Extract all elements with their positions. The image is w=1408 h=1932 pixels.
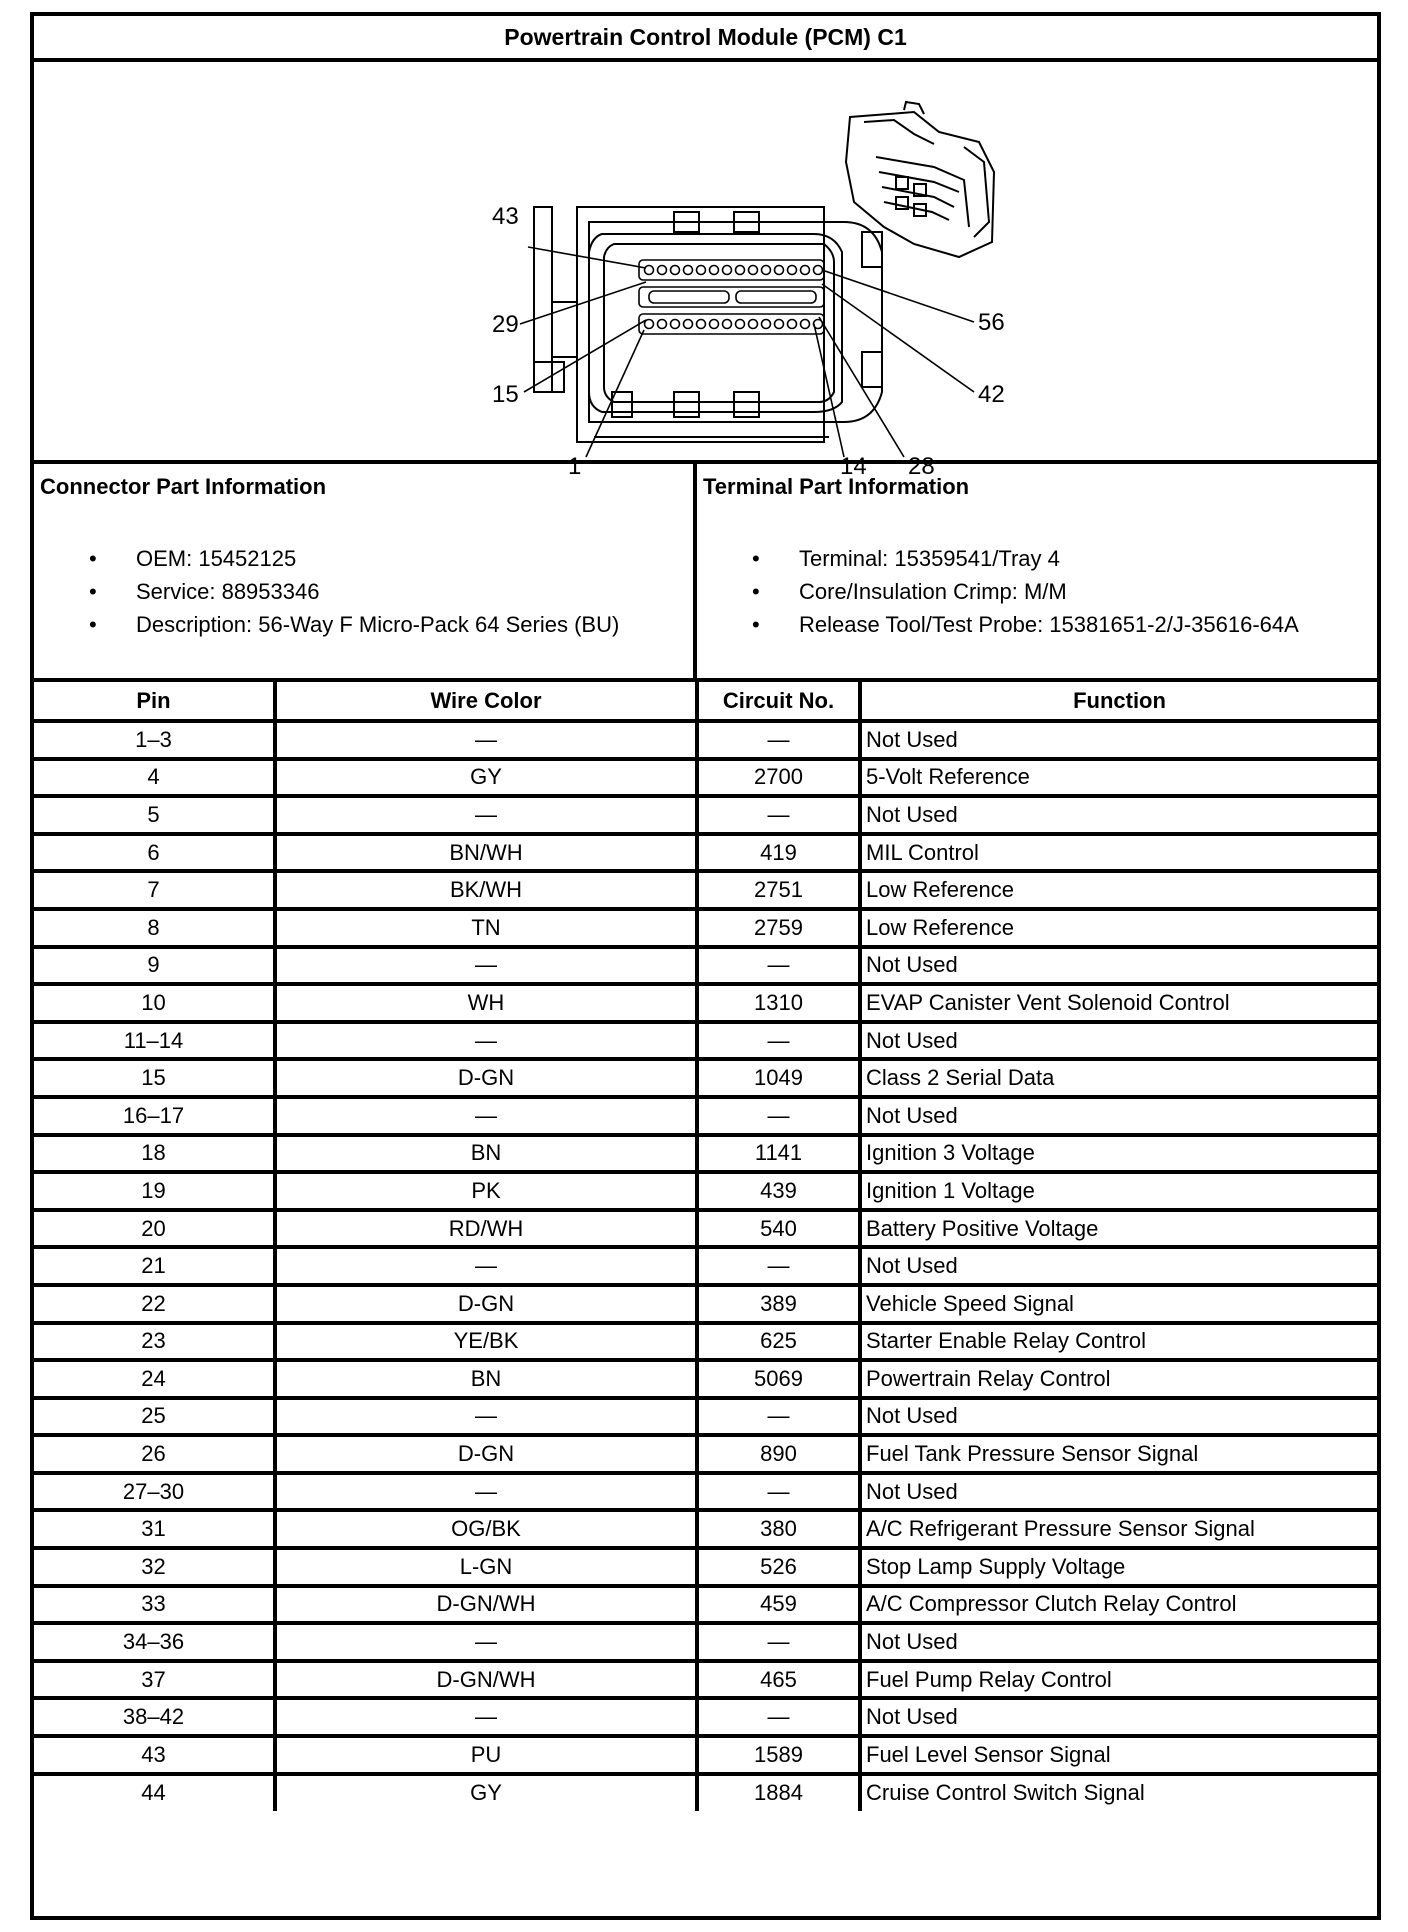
table-row (34, 721, 1377, 759)
wire-color-cell: PK (275, 1172, 697, 1210)
function-cell: Fuel Level Sensor Signal (860, 1736, 1377, 1774)
circuit-cell: 625 (697, 1323, 860, 1361)
pin-cell: 22 (34, 1285, 275, 1323)
function-cell: Not Used (860, 1398, 1377, 1436)
circuit-cell: — (697, 1247, 860, 1285)
terminal-part-info-heading: Terminal Part Information (703, 474, 970, 499)
pin-label-15: 15 (492, 381, 519, 408)
wire-color-cell: D-GN (275, 1059, 697, 1097)
circuit-cell: 1141 (697, 1135, 860, 1173)
wire-color-cell: PU (275, 1736, 697, 1774)
pin-label-14: 14 (840, 453, 867, 480)
function-cell: MIL Control (860, 834, 1377, 872)
connector-part-item (34, 575, 619, 608)
connector-face (534, 207, 882, 442)
table-row (34, 1360, 1377, 1398)
table-row (34, 1059, 1377, 1097)
connector-part-list (34, 542, 619, 641)
pin-cell: 23 (34, 1323, 275, 1361)
circuit-cell: 5069 (697, 1360, 860, 1398)
pin-cell: 16–17 (34, 1097, 275, 1135)
column-header-wire-color: Wire Color (275, 682, 697, 721)
table-row (34, 796, 1377, 834)
pin-cell: 11–14 (34, 1022, 275, 1060)
table-row (34, 1623, 1377, 1661)
pin-cell: 9 (34, 947, 275, 985)
table-row (34, 871, 1377, 909)
pin-label-1: 1 (568, 453, 582, 480)
circuit-cell: — (697, 1698, 860, 1736)
terminal-part-info (697, 464, 1377, 678)
connector-diagram (34, 62, 1377, 480)
terminal-part-item (697, 542, 1299, 575)
circuit-cell: 1049 (697, 1059, 860, 1097)
pin-table-header (34, 682, 1377, 721)
connector-part-info-heading: Connector Part Information (40, 474, 327, 499)
connector-iso-view (846, 102, 994, 257)
part-info-section (34, 464, 1377, 682)
pin-cell: 26 (34, 1435, 275, 1473)
terminal-part-number: Terminal: 15359541/Tray 4 (799, 546, 1060, 571)
function-cell: Vehicle Speed Signal (860, 1285, 1377, 1323)
circuit-cell: — (697, 1473, 860, 1511)
bullet-icon: • (752, 546, 760, 571)
terminal-part-item (697, 608, 1299, 641)
circuit-cell: 2751 (697, 871, 860, 909)
table-row (34, 947, 1377, 985)
wire-color-cell: — (275, 1623, 697, 1661)
connector-part-description: Description: 56-Way F Micro-Pack 64 Series (BU) (136, 612, 620, 637)
function-cell: Not Used (860, 1698, 1377, 1736)
pin-cell: 19 (34, 1172, 275, 1210)
pin-cell: 8 (34, 909, 275, 947)
bullet-icon: • (752, 579, 760, 604)
connector-part-oem: OEM: 15452125 (136, 546, 297, 571)
function-cell: Ignition 1 Voltage (860, 1172, 1377, 1210)
pin-cell: 25 (34, 1398, 275, 1436)
table-row (34, 834, 1377, 872)
table-row (34, 1510, 1377, 1548)
function-cell: Battery Positive Voltage (860, 1210, 1377, 1248)
wire-color-cell: — (275, 1097, 697, 1135)
table-row (34, 1736, 1377, 1774)
function-cell: 5-Volt Reference (860, 759, 1377, 797)
wire-color-cell: — (275, 947, 697, 985)
bullet-icon: • (752, 612, 760, 637)
table-row (34, 1135, 1377, 1173)
table-row (34, 759, 1377, 797)
connector-document (30, 12, 1381, 1920)
pin-cell: 18 (34, 1135, 275, 1173)
circuit-cell: 540 (697, 1210, 860, 1248)
pin-cell: 10 (34, 984, 275, 1022)
circuit-cell: 2759 (697, 909, 860, 947)
circuit-cell: — (697, 947, 860, 985)
pin-label-43: 43 (492, 203, 519, 230)
pin-label-29: 29 (492, 311, 519, 338)
function-cell: EVAP Canister Vent Solenoid Control (860, 984, 1377, 1022)
table-row (34, 1323, 1377, 1361)
pin-cell: 7 (34, 871, 275, 909)
function-cell: Fuel Tank Pressure Sensor Signal (860, 1435, 1377, 1473)
connector-figure (34, 62, 1377, 480)
pin-cell: 44 (34, 1774, 275, 1812)
circuit-cell: — (697, 1097, 860, 1135)
bullet-icon: • (89, 612, 97, 637)
bullet-icon: • (89, 579, 97, 604)
wire-color-cell: D-GN (275, 1285, 697, 1323)
table-row (34, 1774, 1377, 1812)
function-cell: Not Used (860, 1022, 1377, 1060)
table-row (34, 984, 1377, 1022)
wire-color-cell: RD/WH (275, 1210, 697, 1248)
wire-color-cell: D-GN/WH (275, 1661, 697, 1699)
wire-color-cell: TN (275, 909, 697, 947)
pin-cell: 6 (34, 834, 275, 872)
connector-part-info (34, 464, 697, 678)
connector-part-service: Service: 88953346 (136, 579, 320, 604)
pin-cell: 15 (34, 1059, 275, 1097)
wire-color-cell: BN/WH (275, 834, 697, 872)
wire-color-cell: D-GN (275, 1435, 697, 1473)
terminal-crimp: Core/Insulation Crimp: M/M (799, 579, 1067, 604)
function-cell: Stop Lamp Supply Voltage (860, 1548, 1377, 1586)
pin-label-56: 56 (978, 309, 1005, 336)
terminal-part-item (697, 575, 1299, 608)
bullet-icon: • (89, 546, 97, 571)
table-row (34, 1473, 1377, 1511)
wire-color-cell: OG/BK (275, 1510, 697, 1548)
function-cell: Starter Enable Relay Control (860, 1323, 1377, 1361)
circuit-cell: 526 (697, 1548, 860, 1586)
wire-color-cell: BK/WH (275, 871, 697, 909)
table-row (34, 909, 1377, 947)
connector-part-item (34, 608, 619, 641)
pin-cell: 21 (34, 1247, 275, 1285)
pin-cell: 5 (34, 796, 275, 834)
function-cell: Not Used (860, 947, 1377, 985)
pin-cell: 33 (34, 1586, 275, 1624)
table-row (34, 1398, 1377, 1436)
wire-color-cell: — (275, 1022, 697, 1060)
function-cell: Not Used (860, 1247, 1377, 1285)
function-cell: Low Reference (860, 871, 1377, 909)
pin-label-28: 28 (908, 453, 935, 480)
function-cell: Not Used (860, 721, 1377, 759)
circuit-cell: 380 (697, 1510, 860, 1548)
pin-cell: 1–3 (34, 721, 275, 759)
table-row (34, 1435, 1377, 1473)
circuit-cell: — (697, 1022, 860, 1060)
circuit-cell: — (697, 1398, 860, 1436)
table-row (34, 1548, 1377, 1586)
circuit-cell: 2700 (697, 759, 860, 797)
column-header-function: Function (860, 682, 1377, 721)
function-cell: Not Used (860, 1473, 1377, 1511)
table-row (34, 1285, 1377, 1323)
circuit-cell: — (697, 796, 860, 834)
pin-cell: 31 (34, 1510, 275, 1548)
wire-color-cell: — (275, 1398, 697, 1436)
wire-color-cell: — (275, 721, 697, 759)
pin-cell: 27–30 (34, 1473, 275, 1511)
circuit-cell: 890 (697, 1435, 860, 1473)
wire-color-cell: GY (275, 1774, 697, 1812)
wire-color-cell: L-GN (275, 1548, 697, 1586)
pin-cell: 32 (34, 1548, 275, 1586)
wire-color-cell: — (275, 796, 697, 834)
table-row (34, 1172, 1377, 1210)
pin-cell: 38–42 (34, 1698, 275, 1736)
wire-color-cell: YE/BK (275, 1323, 697, 1361)
pin-cell: 4 (34, 759, 275, 797)
function-cell: A/C Refrigerant Pressure Sensor Signal (860, 1510, 1377, 1548)
function-cell: Ignition 3 Voltage (860, 1135, 1377, 1173)
table-row (34, 1210, 1377, 1248)
column-header-pin: Pin (34, 682, 275, 721)
terminal-release-tool: Release Tool/Test Probe: 15381651-2/J-35616-64A (799, 612, 1299, 637)
function-cell: A/C Compressor Clutch Relay Control (860, 1586, 1377, 1624)
wire-color-cell: — (275, 1698, 697, 1736)
circuit-cell: 389 (697, 1285, 860, 1323)
wire-color-cell: BN (275, 1360, 697, 1398)
connector-pin-rows (639, 260, 824, 334)
circuit-cell: 1310 (697, 984, 860, 1022)
circuit-cell: 1589 (697, 1736, 860, 1774)
function-cell: Low Reference (860, 909, 1377, 947)
function-cell: Not Used (860, 1097, 1377, 1135)
function-cell: Not Used (860, 1623, 1377, 1661)
circuit-cell: 419 (697, 834, 860, 872)
table-row (34, 1698, 1377, 1736)
connector-part-item (34, 542, 619, 575)
wire-color-cell: WH (275, 984, 697, 1022)
column-header-circuit-no: Circuit No. (697, 682, 860, 721)
table-row (34, 1661, 1377, 1699)
function-cell: Cruise Control Switch Signal (866, 1780, 1145, 1806)
circuit-cell: — (697, 1623, 860, 1661)
pin-label-42: 42 (978, 381, 1005, 408)
pin-cell: 24 (34, 1360, 275, 1398)
pin-cell: 37 (34, 1661, 275, 1699)
pin-cell: 34–36 (34, 1623, 275, 1661)
terminal-part-list (697, 542, 1299, 641)
page-title: Powertrain Control Module (PCM) C1 (34, 16, 1377, 62)
circuit-cell: 439 (697, 1172, 860, 1210)
pin-table (34, 682, 1377, 1811)
table-row (34, 1022, 1377, 1060)
table-row (34, 1586, 1377, 1624)
pin-cell: 20 (34, 1210, 275, 1248)
wire-color-cell: BN (275, 1135, 697, 1173)
function-cell: Powertrain Relay Control (860, 1360, 1377, 1398)
wire-color-cell: GY (275, 759, 697, 797)
wire-color-cell: D-GN/WH (275, 1586, 697, 1624)
wire-color-cell: — (275, 1247, 697, 1285)
pin-cell: 43 (34, 1736, 275, 1774)
circuit-cell: 465 (697, 1661, 860, 1699)
function-cell: Fuel Pump Relay Control (860, 1661, 1377, 1699)
function-cell: Class 2 Serial Data (860, 1059, 1377, 1097)
wire-color-cell: — (275, 1473, 697, 1511)
circuit-cell: — (697, 721, 860, 759)
circuit-cell: 1884 (697, 1774, 860, 1812)
circuit-cell: 459 (697, 1586, 860, 1624)
function-cell: Not Used (860, 796, 1377, 834)
table-row (34, 1247, 1377, 1285)
table-row (34, 1097, 1377, 1135)
